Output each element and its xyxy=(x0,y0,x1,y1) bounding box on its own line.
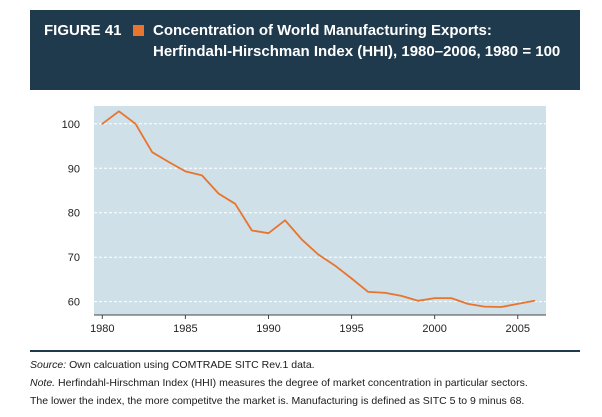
y-tick-label: 60 xyxy=(67,296,80,309)
data-point xyxy=(516,302,519,305)
data-point xyxy=(117,110,120,113)
y-tick-label: 70 xyxy=(67,252,80,265)
data-point xyxy=(350,277,353,280)
data-point xyxy=(184,170,187,173)
y-tick-label: 100 xyxy=(61,118,80,131)
data-point xyxy=(151,151,154,154)
data-point xyxy=(433,297,436,300)
figure-notes xyxy=(30,356,590,410)
figure-header-banner xyxy=(30,10,580,90)
data-point xyxy=(217,192,220,195)
plot-area xyxy=(94,106,546,315)
x-tick-label: 2005 xyxy=(505,323,530,335)
data-point xyxy=(450,297,453,300)
x-tick-label: 1995 xyxy=(339,323,364,335)
note-label: Note. xyxy=(30,377,56,389)
data-point xyxy=(466,302,469,305)
data-point xyxy=(400,294,403,297)
note-line-1 xyxy=(30,374,590,392)
bottom-divider xyxy=(30,350,580,352)
data-point xyxy=(200,174,203,177)
data-point xyxy=(284,219,287,222)
x-tick-label: 1985 xyxy=(173,323,198,335)
source-line xyxy=(30,356,590,374)
data-point xyxy=(533,299,536,302)
data-point xyxy=(416,299,419,302)
source-text: Own calcuation using COMTRADE SITC Rev.1 data. xyxy=(66,359,315,371)
data-point xyxy=(234,202,237,205)
x-tick-label: 2000 xyxy=(422,323,447,335)
data-point xyxy=(483,305,486,308)
y-tick-label: 80 xyxy=(67,207,80,220)
chart-container xyxy=(30,92,580,348)
data-point xyxy=(267,232,270,235)
data-point xyxy=(250,229,253,232)
data-point xyxy=(317,253,320,256)
data-point xyxy=(134,122,137,125)
data-point xyxy=(367,290,370,293)
source-label: Source: xyxy=(30,359,67,371)
data-point xyxy=(101,122,104,125)
note-text-1: Herfindahl-Hirschman Index (HHI) measures the degree of market concentration in particular sectors. xyxy=(55,377,528,389)
note-line-2 xyxy=(30,392,590,410)
data-point xyxy=(500,305,503,308)
x-tick-label: 1990 xyxy=(256,323,281,335)
line-chart xyxy=(30,92,580,348)
note-text-2: The lower the index, the more competitve the market is. Manufacturing is defined as SITC 5 to 9 minus 68. xyxy=(30,395,525,407)
data-point xyxy=(167,160,170,163)
figure-title: Concentration of World Manufacturing Exports: Herfindahl-Hirschman Index (HHI), 1980–2006, 1980 = 100 xyxy=(153,22,561,60)
y-tick-label: 90 xyxy=(67,163,80,176)
x-tick-label: 1980 xyxy=(90,323,115,335)
data-point xyxy=(333,264,336,267)
data-point xyxy=(383,291,386,294)
figure-accent-square-icon xyxy=(133,25,144,36)
data-point xyxy=(300,238,303,241)
figure-label: FIGURE 41 xyxy=(44,22,122,39)
